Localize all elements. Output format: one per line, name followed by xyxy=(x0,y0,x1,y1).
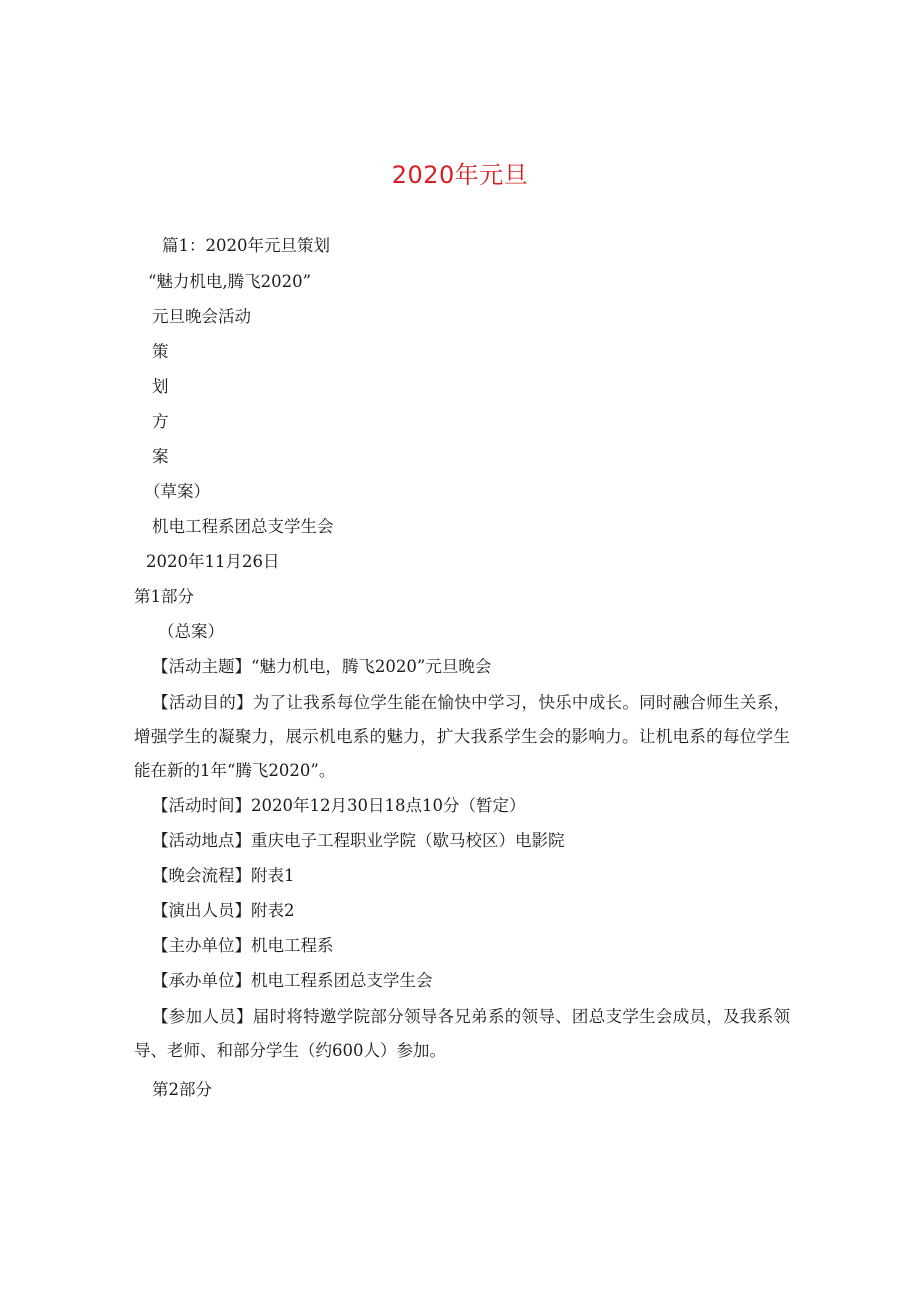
vertical-char-fang: 方 xyxy=(152,412,169,431)
organizer-line: 机电工程系团总支学生会 xyxy=(152,517,334,536)
activity-location: 【活动地点】重庆电子工程职业学院（歇马校区）电影院 xyxy=(152,831,565,850)
theme-quote: “魅力机电,腾飞2020” xyxy=(148,272,312,291)
evening-flow: 【晚会流程】附表1 xyxy=(152,866,295,885)
vertical-char-an: 案 xyxy=(152,447,169,466)
undertaking-unit: 【承办单位】机电工程系团总支学生会 xyxy=(152,971,433,990)
participants: 【参加人员】届时将特邀学院部分领导各兄弟系的领导、团总支学生会成员，及我系领导、老师、和部分学生（约600人）参加。 xyxy=(134,1007,790,1060)
activity-purpose: 【活动目的】为了让我系每位学生能在愉快中学习，快乐中成长。同时融合师生关系，增强学生的凝聚力，展示机电系的魅力，扩大我系学生会的影响力。让机电系的每位学生能在新的1年“腾飞2020”。 xyxy=(134,693,790,780)
draft-label: （草案） xyxy=(144,482,210,501)
event-name: 元旦晚会活动 xyxy=(152,307,251,326)
date-line: 2020年11月26日 xyxy=(146,552,280,571)
vertical-char-ce: 策 xyxy=(152,342,169,361)
chapter-heading: 篇1：2020年元旦策划 xyxy=(162,236,330,255)
activity-theme: 【活动主题】“魅力机电，腾飞2020”元旦晚会 xyxy=(152,657,492,676)
performers: 【演出人员】附表2 xyxy=(152,901,295,920)
activity-time: 【活动时间】2020年12月30日18点10分（暂定） xyxy=(152,796,526,815)
host-unit: 【主办单位】机电工程系 xyxy=(152,936,334,955)
general-plan-label: （总案） xyxy=(158,622,224,641)
vertical-char-hua: 划 xyxy=(152,377,169,396)
document-title: 2020年元旦 xyxy=(391,161,529,189)
part1-heading: 第1部分 xyxy=(134,587,194,606)
part2-heading: 第2部分 xyxy=(152,1080,212,1099)
